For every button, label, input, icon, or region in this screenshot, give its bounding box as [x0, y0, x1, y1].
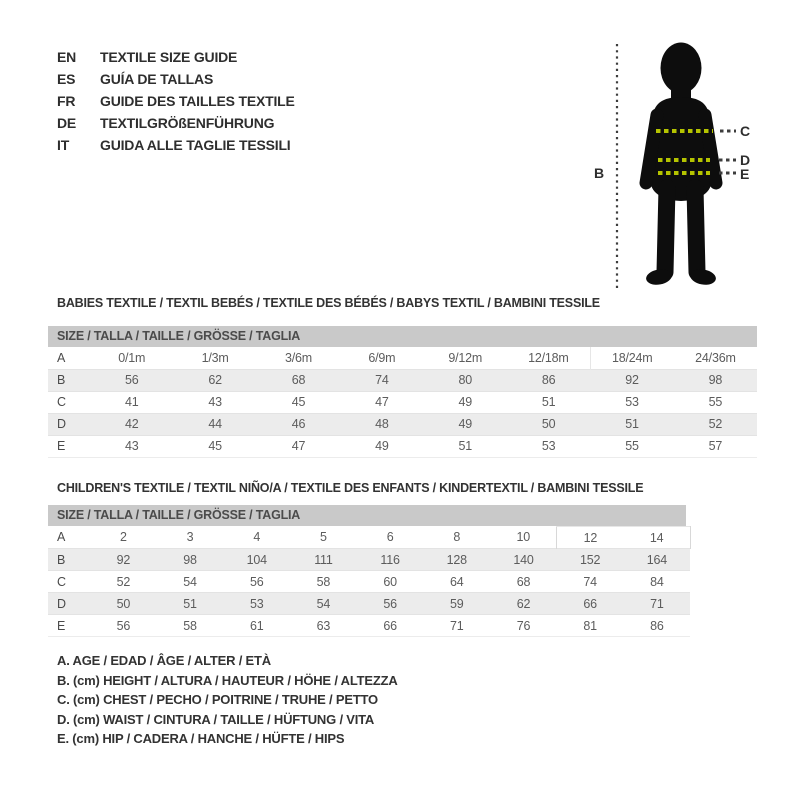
table-cell: 64 — [450, 574, 464, 589]
table-cell: 54 — [316, 596, 331, 611]
language-row — [57, 68, 295, 90]
table-cell: 66 — [383, 618, 397, 633]
table-row — [48, 615, 690, 637]
table-cell: 43 — [208, 395, 222, 409]
language-code: FR — [57, 93, 76, 109]
table-cell: 53 — [625, 395, 639, 409]
table-cell: 41 — [124, 395, 139, 409]
language-code: ES — [57, 71, 76, 87]
table-row — [48, 435, 757, 457]
table-cell: 24/36m — [695, 350, 736, 365]
language-title: GUÍA DE TALLAS — [100, 71, 214, 87]
table-cell: 46 — [291, 417, 306, 431]
table-row — [48, 413, 757, 435]
table-cell: 84 — [650, 574, 664, 589]
babies-section-heading: BABIES TEXTILE / TEXTIL BEBÉS / TEXTILE DES BÉBÉS / BABYS TEXTIL / BAMBINI TESSILE — [57, 296, 600, 310]
table-cell: 12/18m — [528, 350, 569, 365]
language-row — [57, 134, 295, 156]
table-cell: 74 — [583, 574, 597, 589]
table-cell: 56 — [383, 596, 397, 611]
table-cell: 92 — [625, 373, 639, 387]
table-cell: 12 — [557, 527, 624, 549]
table-cell: 45 — [208, 439, 222, 453]
table-cell: 43 — [124, 439, 139, 453]
table-cell: 51 — [183, 596, 197, 611]
row-label: B — [57, 552, 66, 567]
table-cell: 49 — [375, 439, 389, 453]
table-cell: 58 — [183, 618, 197, 633]
legend-item-height: B. (cm) HEIGHT / ALTURA / HAUTEUR / HÖHE / ALTEZZA — [57, 672, 398, 688]
table-cell: 71 — [450, 618, 464, 633]
table-cell: 50 — [541, 417, 556, 431]
table-cell: 3 — [186, 530, 194, 545]
table-cell: 44 — [208, 417, 222, 431]
table-cell: 49 — [458, 417, 473, 431]
table-cell: 52 — [708, 417, 723, 431]
table-cell: 6/9m — [368, 350, 396, 365]
table-cell: 0/1m — [118, 350, 146, 365]
table-cell: 2 — [119, 530, 127, 545]
child-silhouette-icon — [585, 20, 765, 300]
language-row — [57, 90, 295, 112]
table-cell: 5 — [320, 530, 327, 545]
table-cell: 6 — [386, 530, 394, 545]
table-cell: 56 — [124, 373, 139, 387]
table-cell: 76 — [516, 618, 531, 633]
table-cell: 140 — [513, 552, 534, 567]
table-cell: 74 — [375, 373, 389, 387]
row-label: E — [57, 439, 66, 453]
table-cell: 50 — [116, 596, 131, 611]
table-row — [48, 593, 690, 615]
table-cell: 98 — [183, 552, 197, 567]
table-cell: 152 — [580, 552, 601, 567]
language-code: DE — [57, 115, 77, 131]
table-cell: 62 — [208, 373, 222, 387]
table-cell: 42 — [124, 417, 139, 431]
table-cell: 3/6m — [284, 350, 312, 365]
table-row — [48, 391, 757, 413]
babies-size-header-bar: SIZE / TALLA / TAILLE / GRÖSSE / TAGLIA — [48, 326, 757, 347]
table-cell: 81 — [583, 618, 597, 633]
table-cell: 45 — [291, 395, 306, 409]
language-title: TEXTILGRÖßENFÜHRUNG — [100, 115, 275, 131]
language-title: GUIDA ALLE TAGLIE TESSILI — [100, 137, 291, 153]
figure-label-waist: D — [740, 152, 751, 168]
row-label: D — [57, 596, 66, 611]
table-cell: 68 — [291, 373, 306, 387]
language-code: IT — [57, 137, 70, 153]
language-title: TEXTILE SIZE GUIDE — [100, 49, 238, 65]
table-cell: 8 — [453, 530, 461, 545]
table-row — [48, 571, 690, 593]
table-cell: 53 — [249, 596, 264, 611]
table-row — [48, 347, 757, 369]
figure-label-chest: C — [740, 123, 751, 139]
row-label: B — [57, 373, 66, 387]
table-cell: 56 — [116, 618, 131, 633]
table-cell: 47 — [375, 395, 389, 409]
children-size-table — [48, 526, 691, 637]
legend-item-hip: E. (cm) HIP / CADERA / HANCHE / HÜFTE / HIPS — [57, 731, 345, 746]
table-cell: 63 — [316, 618, 331, 633]
table-row — [48, 549, 690, 571]
language-title-list — [57, 46, 295, 156]
table-cell: 9/12m — [448, 350, 483, 365]
children-section-heading: CHILDREN'S TEXTILE / TEXTIL NIÑO/A / TEXTILE DES ENFANTS / KINDERTEXTIL / BAMBINI TESSILE — [57, 481, 644, 495]
table-cell: 128 — [446, 552, 467, 567]
table-cell: 51 — [541, 395, 556, 409]
table-cell: 66 — [583, 596, 597, 611]
table-cell: 60 — [383, 574, 397, 589]
table-cell: 18/24m — [590, 347, 673, 369]
table-cell: 116 — [380, 552, 400, 567]
table-cell: 59 — [450, 596, 464, 611]
table-cell: 98 — [708, 373, 723, 387]
table-cell: 56 — [249, 574, 264, 589]
row-label: D — [57, 417, 66, 431]
language-row — [57, 46, 295, 68]
child-measurement-figure — [585, 20, 765, 300]
row-label: A — [57, 350, 66, 365]
row-label: A — [57, 530, 66, 545]
table-cell: 57 — [708, 439, 723, 453]
table-cell: 54 — [183, 574, 197, 589]
language-code: EN — [57, 49, 77, 65]
table-cell: 164 — [646, 552, 667, 567]
table-cell: 48 — [375, 417, 389, 431]
table-cell: 86 — [650, 618, 664, 633]
table-cell: 104 — [246, 552, 267, 567]
table-cell: 51 — [625, 417, 639, 431]
legend-item-chest: C. (cm) CHEST / PECHO / POITRINE / TRUHE / PETTO — [57, 692, 378, 707]
measurement-legend — [57, 651, 398, 749]
table-cell: 68 — [516, 574, 531, 589]
table-cell: 14 — [624, 527, 691, 549]
table-cell: 1/3m — [201, 350, 229, 365]
table-cell: 61 — [249, 618, 264, 633]
table-cell: 92 — [116, 552, 131, 567]
table-cell: 86 — [541, 373, 556, 387]
language-title: GUIDE DES TAILLES TEXTILE — [100, 93, 295, 109]
table-cell: 10 — [516, 530, 530, 545]
table-cell: 55 — [625, 439, 639, 453]
table-cell: 53 — [541, 439, 556, 453]
table-cell: 80 — [458, 373, 473, 387]
table-cell: 4 — [253, 530, 261, 545]
row-label: E — [57, 618, 66, 633]
figure-label-height: B — [594, 165, 605, 181]
legend-item-age: A. AGE / EDAD / ÂGE / ALTER / ETÀ — [57, 653, 271, 668]
table-cell: 111 — [314, 552, 333, 567]
table-cell: 58 — [316, 574, 331, 589]
table-row — [48, 527, 690, 549]
figure-label-hip: E — [740, 166, 750, 182]
table-cell: 55 — [708, 395, 723, 409]
table-cell: 47 — [291, 439, 306, 453]
babies-size-table — [48, 347, 757, 458]
table-cell: 49 — [458, 395, 473, 409]
row-label: C — [57, 395, 66, 409]
table-cell: 51 — [458, 439, 473, 453]
legend-item-waist: D. (cm) WAIST / CINTURA / TAILLE / HÜFTUNG / VITA — [57, 711, 375, 727]
table-cell: 71 — [650, 596, 664, 611]
table-cell: 52 — [116, 574, 131, 589]
table-row — [48, 369, 757, 391]
row-label: C — [57, 574, 66, 589]
children-size-header-bar: SIZE / TALLA / TAILLE / GRÖSSE / TAGLIA — [48, 505, 686, 526]
table-cell: 62 — [516, 596, 531, 611]
language-row — [57, 112, 295, 134]
